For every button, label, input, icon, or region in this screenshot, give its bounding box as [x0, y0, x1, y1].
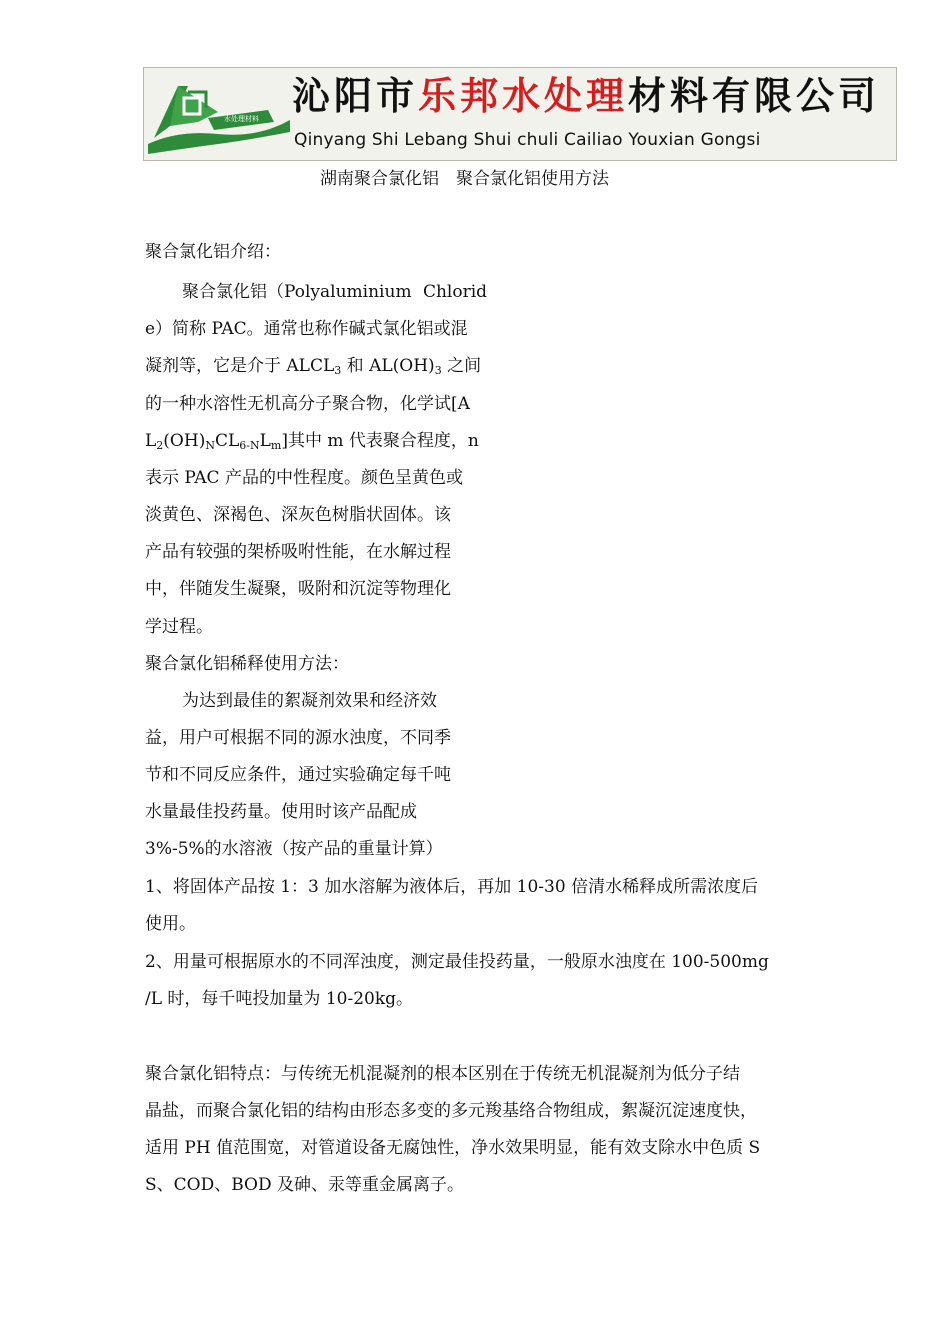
intro-line-8: 产品有较强的架桥吸咐性能，在水解过程 [145, 542, 451, 562]
usage-step-2: 2、用量可根据原水的不同浑浊度，测定最佳投药量，一般原水浊度在 100-500mg [145, 952, 769, 972]
intro-line-6: 表示 PAC 产品的中性程度。颜色呈黄色或 [145, 468, 463, 488]
usage-line-5: 3%-5%的水溶液（按产品的重量计算） [145, 839, 443, 859]
features-line-2: 晶盐，而聚合氯化铝的结构由形态多变的多元羧基络合物组成，絮凝沉淀速度快， [145, 1101, 757, 1121]
intro-line-10: 学过程。 [145, 617, 213, 637]
usage-line-1: 为达到最佳的絮凝剂效果和经济效 [182, 691, 437, 711]
intro-line-1: 聚合氯化铝（Polyaluminium Chlorid [182, 282, 488, 302]
logo-text: 水处理材料 [224, 115, 259, 123]
features-line-1: 聚合氯化铝特点：与传统无机混凝剂的根本区别在于传统无机混凝剂为低分子结 [145, 1064, 740, 1084]
company-name-cn: 沁阳市乐邦水处理材料有限公司 [292, 74, 881, 118]
intro-line-9: 中，伴随发生凝聚，吸附和沉淀等物理化 [145, 579, 451, 599]
intro-line-7: 淡黄色、深褐色、深灰色树脂状固体。该 [145, 505, 451, 525]
intro-heading: 聚合氯化铝介绍： [145, 242, 281, 262]
intro-line-2: e）简称 PAC。通常也称作碱式氯化铝或混 [145, 319, 468, 339]
usage-step-2-cont: /L 时，每千吨投加量为 10-20kg。 [145, 989, 414, 1009]
usage-heading: 聚合氯化铝稀释使用方法： [145, 654, 349, 674]
company-logo [148, 74, 290, 156]
page-title: 湖南聚合氯化铝 聚合氯化铝使用方法 [320, 169, 609, 189]
company-name-en: Qinyang Shi Lebang Shui chuli Cailiao Youxian Gongsi [294, 130, 761, 150]
usage-line-2: 益，用户可根据不同的源水浊度，不同季 [145, 728, 451, 748]
usage-line-3: 节和不同反应条件，通过实验确定每千吨 [145, 765, 451, 785]
usage-step-1: 1、将固体产品按 1：3 加水溶解为液体后，再加 10-30 倍清水稀释成所需浓度后 [145, 877, 759, 897]
intro-line-5: $L_2(OH)_NCL_{6-N}L_m$]其中 m 代表聚合程度，n [145, 431, 479, 452]
usage-step-1-cont: 使用。 [145, 914, 196, 934]
intro-line-3: 凝剂等，它是介于 $ALCL_3$ 和 $AL(OH)_3$ 之间 [145, 356, 482, 377]
features-line-3: 适用 PH 值范围宽，对管道设备无腐蚀性，净水效果明显，能有效支除水中色质 S [145, 1138, 761, 1158]
usage-line-4: 水量最佳投药量。使用时该产品配成 [145, 802, 417, 822]
features-line-4: S、COD、BOD 及砷、汞等重金属离子。 [145, 1175, 464, 1195]
company-banner [143, 67, 897, 161]
intro-line-4: 的一种水溶性无机高分子聚合物，化学试[A [145, 394, 470, 414]
